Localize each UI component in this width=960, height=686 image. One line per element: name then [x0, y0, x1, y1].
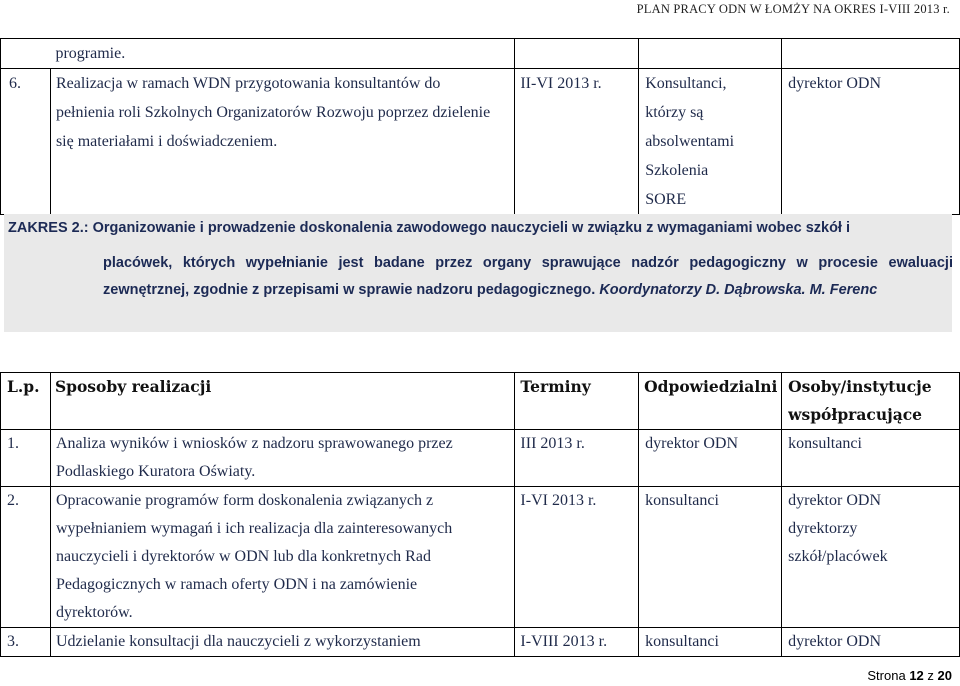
- row-description: Analiza wyników i wniosków z nadzoru sprawowanego przez Podlaskiego Kuratora Oświaty.: [50, 430, 514, 487]
- footer-page-number: 12: [909, 668, 924, 683]
- row-term: II-VI 2013 r.: [515, 69, 639, 215]
- page-header: PLAN PRACY ODN W ŁOMŻY NA OKRES I-VIII 2013 r.: [636, 2, 950, 16]
- row-term: III 2013 r.: [515, 430, 639, 487]
- row-description: Realizacja w ramach WDN przygotowania konsultantów do pełnienia roli Szkolnych Organizatorów Rozwoju poprzez dzielenie się materiałami i doświadczeniem.: [50, 69, 514, 215]
- row-number: 6.: [1, 69, 51, 215]
- main-table: [0, 372, 960, 657]
- header-osoby: Osoby/instytucje współpracujące: [782, 373, 960, 430]
- row-continuation-text: programie.: [50, 39, 514, 69]
- row-responsible: dyrektor ODN: [639, 430, 782, 487]
- header-lp: L.p.: [1, 373, 51, 430]
- zakres-section: [4, 214, 952, 332]
- row-responsible: konsultanci: [639, 628, 782, 657]
- footer-page-total: 20: [937, 668, 952, 683]
- page-footer: [867, 668, 952, 683]
- row-responsible: konsultanci: [639, 487, 782, 628]
- header-odpowiedzialni: Odpowiedzialni: [639, 373, 782, 430]
- row-term: I-VIII 2013 r.: [515, 628, 639, 657]
- row-partner: dyrektor ODN dyrektorzy szkół/placówek: [782, 487, 960, 628]
- zakres-text-rest: placówek, których wypełnianie jest badane przez organy sprawujące nadzór pedagogiczny w procesie ewaluacji zewnętrznej, zgodnie z przepisami w sprawie nadzoru pedagogicznego.: [103, 255, 953, 298]
- table-row: [1, 69, 960, 215]
- row-responsible: Konsultanci, którzy są absolwentami Szkolenia SORE: [639, 69, 782, 215]
- header-sposoby: Sposoby realizacji: [50, 373, 514, 430]
- row-term: I-VI 2013 r.: [515, 487, 639, 628]
- table-row: [1, 628, 960, 657]
- row-number: 1.: [1, 430, 51, 487]
- footer-separator: z: [927, 668, 934, 683]
- header-terminy: Terminy: [515, 373, 639, 430]
- row-number: 3.: [1, 628, 51, 657]
- row-partner: dyrektor ODN: [782, 69, 960, 215]
- table-row: [1, 39, 960, 69]
- table-row: [1, 430, 960, 487]
- zakres-coordinators: Koordynatorzy D. Dąbrowska. M. Ferenc: [599, 282, 878, 298]
- table-header-row: [1, 373, 960, 430]
- zakres-label: ZAKRES 2.: [8, 220, 84, 236]
- row-number: 2.: [1, 487, 51, 628]
- row-description: Opracowanie programów form doskonalenia związanych z wypełnianiem wymagań i ich realizacja dla zainteresowanych nauczycieli i dyrektorów w ODN lub dla konkretnych Rad Pedagogicznych w ramach oferty ODN i na zamówienie dyrektorów.: [50, 487, 514, 628]
- table-row: [1, 487, 960, 628]
- footer-prefix: Strona: [867, 668, 906, 683]
- top-table: [0, 38, 960, 215]
- row-description: Udzielanie konsultacji dla nauczycieli z wykorzystaniem: [50, 628, 514, 657]
- zakres-text-line1: : Organizowanie i prowadzenie doskonalenia zawodowego nauczycieli w związku z wymaganiami wobec szkół i: [83, 220, 851, 236]
- row-partner: dyrektor ODN: [782, 628, 960, 657]
- row-partner: konsultanci: [782, 430, 960, 487]
